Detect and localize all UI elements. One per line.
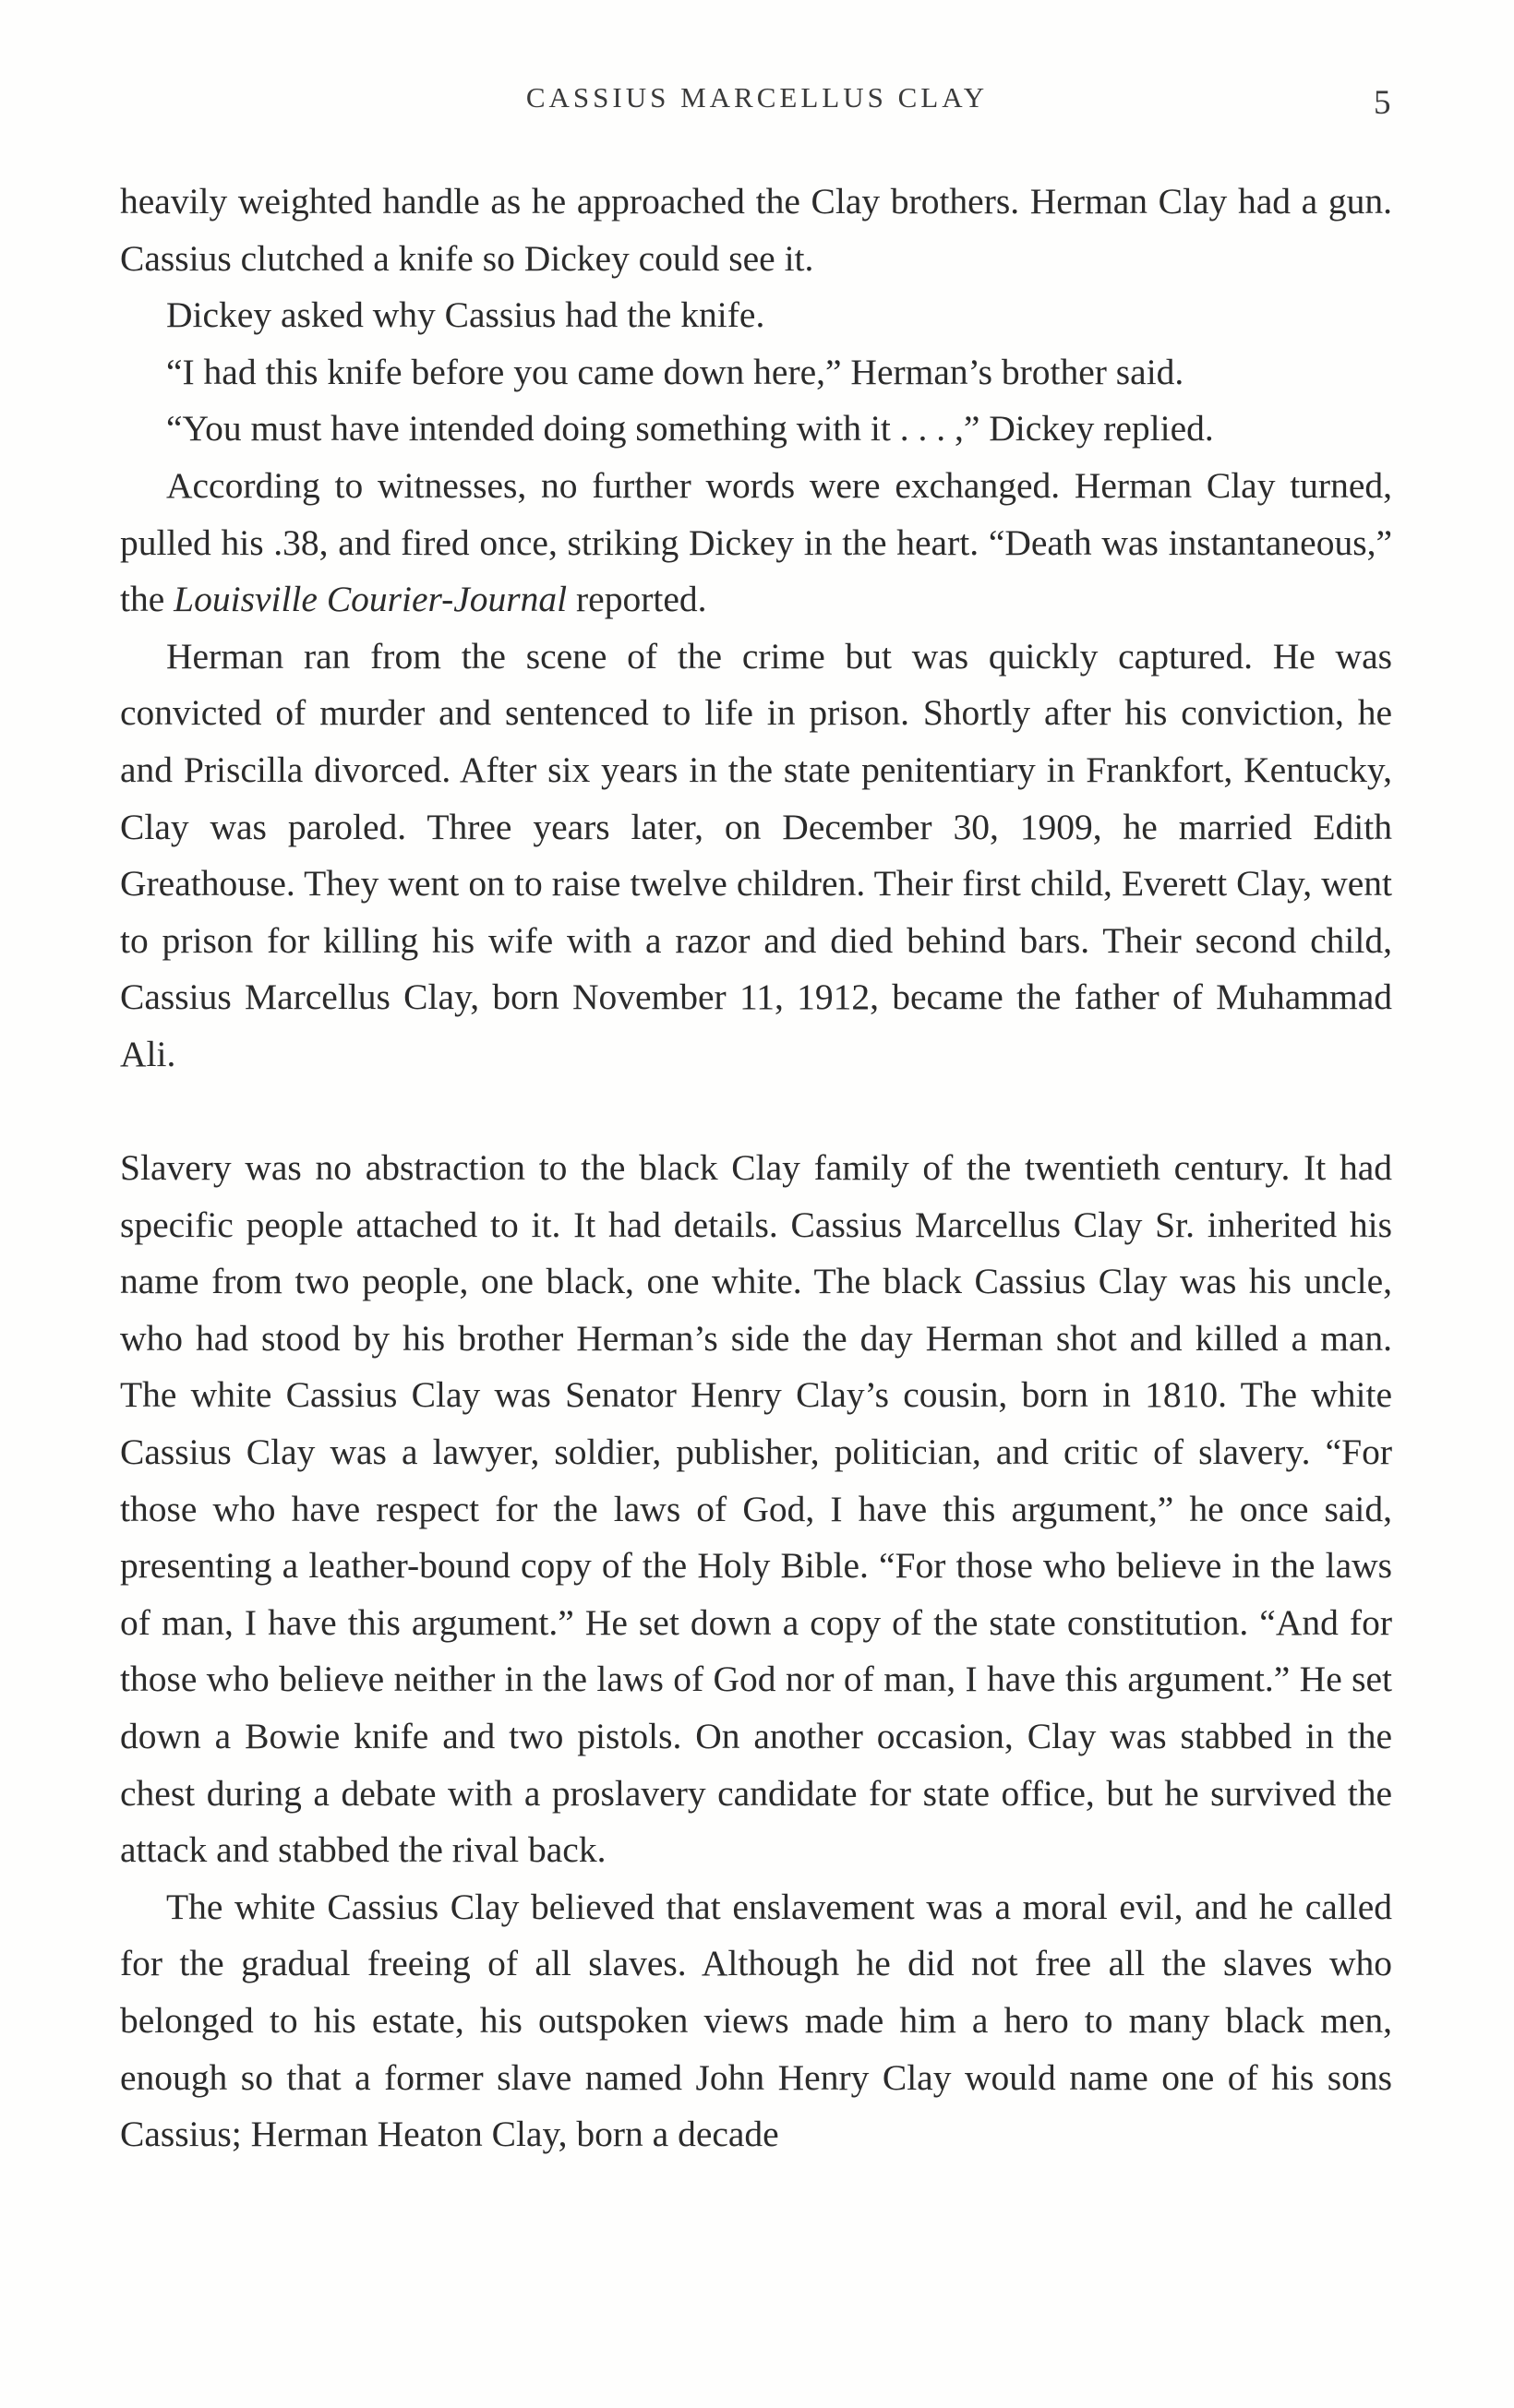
- body-text: [120, 174, 1392, 2163]
- paragraph-5-text-b: reported.: [567, 579, 707, 620]
- paragraph-4: “You must have intended doing something with it . . . ,” Dickey replied.: [166, 408, 1214, 449]
- paragraph-1: heavily weighted handle as he approached the Clay brothers. Herman Clay had a gun. Cassius clutched a knife so Dickey could see it.: [120, 181, 1392, 279]
- paragraph-2: Dickey asked why Cassius had the knife.: [166, 294, 765, 336]
- section-break: [120, 1084, 1392, 1141]
- paragraph-7: Slavery was no abstraction to the black Clay family of the twentieth century. It had specific people attached to it. It had details. Cassius Marcellus Clay Sr. inherited his name from two people, one black, one white. The black Cassius Clay was his uncle, who had stood by his brother Herman’s side the day Herman shot and killed a man. The white Cassius Clay was Senator Henry Clay’s cousin, born in 1810. The white Cassius Clay was a lawyer, soldier, publisher, politician, and critic of slavery. “For those who have respect for the laws of God, I have this argument,” he once said, presenting a leather-bound copy of the Holy Bible. “For those who believe in the laws of man, I have this argument.” He set down a copy of the state constitution. “And for those who believe neither in the laws of God nor of man, I have this argument.” He set down a Bowie knife and two pistols. On another occasion, Clay was stabbed in the chest during a debate with a proslavery candidate for state office, but he survived the attack and stabbed the rival back.: [120, 1147, 1392, 1871]
- newspaper-title: Louisville Courier-Journal: [174, 579, 568, 620]
- paragraph-8: The white Cassius Clay believed that enslavement was a moral evil, and he called for the gradual freeing of all slaves. Although he did not free all the slaves who belonged to his estate, his outspoken views made him a hero to many black men, enough so that a former slave named John Henry Clay would name one of his sons Cassius; Herman Heaton Clay, born a decade: [120, 1886, 1392, 2155]
- paragraph-5: [120, 458, 1392, 629]
- running-head: CASSIUS MARCELLUS CLAY: [525, 81, 989, 114]
- paragraph-3: “I had this knife before you came down here,” Herman’s brother said.: [166, 351, 1184, 392]
- paragraph-5-text-a: According to witnesses, no further words were exchanged. Herman Clay turned, pulled his .38, and fired once, striking Dickey in the heart. “Death was instantaneous,” the: [120, 464, 1392, 620]
- paragraph-6: Herman ran from the scene of the crime but was quickly captured. He was convicted of murder and sentenced to life in prison. Shortly after his conviction, he and Priscilla divorced. After six years in the state penitentiary in Frankfort, Kentucky, Clay was paroled. Three years later, on December 30, 1909, he married Edith Greathouse. They went on to raise twelve children. Their first child, Everett Clay, went to prison for killing his wife with a razor and died behind bars. Their second child, Cassius Marcellus Clay, born November 11, 1912, became the father of Muhammad Ali.: [120, 635, 1392, 1074]
- page-number: 5: [1374, 84, 1391, 122]
